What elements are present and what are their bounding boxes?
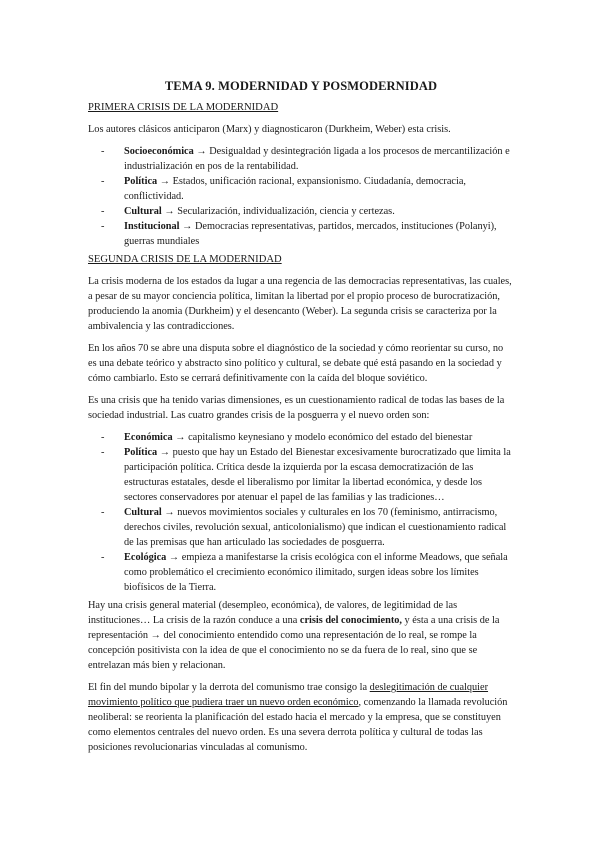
- list-item-text: → empieza a manifestarse la crisis ecológica con el informe Meadows, que señala como problemático el crecimiento económico ilimitado, surgen ideas sobre los límites biofísicos de la Tierra.: [124, 552, 508, 593]
- list-item-term: Ecológica: [124, 552, 167, 563]
- list-item-text: → Democracias representativas, partidos, mercados, instituciones (Polanyi), guerras mundiales: [124, 221, 497, 247]
- paragraph: Es una crisis que ha tenido varias dimensiones, es un cuestionamiento radical de todas las bases de la sociedad industrial. Las cuatro grandes crisis de la posguerra y el nuevo orden son:: [88, 395, 505, 421]
- list-item: - Institucional → Democracias representativas, partidos, mercados, instituciones (Polanyi), guerras mundiales: [101, 221, 497, 247]
- emphasis-crisis-conocimiento: crisis del conocimiento,: [299, 615, 402, 626]
- list-item-text: → capitalismo keynesiano y modelo económico del estado del bienestar: [172, 432, 473, 443]
- list-item: - Política → Estados, unificación racional, expansionismo. Ciudadanía, democracia, conflictividad.: [101, 176, 466, 202]
- document-title: TEMA 9. MODERNIDAD Y POSMODERNIDAD: [164, 79, 438, 93]
- list-item-term: Política: [124, 176, 158, 187]
- underlined-phrase: deslegitimación de cualquier movimiento político que pudiera traer un nuevo orden económico: [88, 682, 489, 708]
- section-heading-segunda-crisis: SEGUNDA CRISIS DE LA MODERNIDAD: [88, 254, 282, 265]
- list-item: - Económica → capitalismo keynesiano y modelo económico del estado del bienestar: [101, 432, 473, 443]
- list-item: - Socioeconómica → Desigualdad y desintegración ligada a los procesos de mercantilización e industrialización en pos de la rentabilidad.: [101, 146, 510, 172]
- document-page: [88, 78, 514, 762]
- list-item-term: Política: [124, 447, 158, 458]
- list-item-term: Socioeconómica: [124, 146, 194, 157]
- list-item-term: Institucional: [124, 221, 180, 232]
- paragraph: Hay una crisis general material (desempleo, económica), de valores, de legitimidad de las instituciones… La crisis de la razón conduce a una crisis del conocimiento, y ésta a una crisis de la representación → del conocimiento entendido como una representación de lo real, se rompe la concepción positivista con la idea de que el conocimiento no se da fuera de lo real, sino que se entrelazan más bien y relacionan.: [88, 600, 500, 671]
- list-item: - Cultural → Secularización, individualización, ciencia y certezas.: [101, 206, 395, 217]
- section-heading-primera-crisis: PRIMERA CRISIS DE LA MODERNIDAD: [88, 102, 279, 113]
- paragraph: El fin del mundo bipolar y la derrota del comunismo trae consigo la deslegitimación de cualquier movimiento político que pudiera traer un nuevo orden económico, comenzando la llamada revolución neoliberal: se reorienta la planificación del estado hacia el mercado y la empresa, que se constituyen como elementos centrales del nuevo orden. Es una severa derrota política y cultural de todas las posiciones revolucionarias vinculadas al comunismo.: [88, 682, 508, 753]
- list-item-term: Cultural: [124, 507, 162, 518]
- section1-intro: Los autores clásicos anticiparon (Marx) y diagnosticaron (Durkheim, Weber) esta crisis.: [88, 124, 451, 135]
- paragraph: En los años 70 se abre una disputa sobre el diagnóstico de la sociedad y cómo reorientar su curso, no es una debate teórico y abstracto sino político y cultural, se debate qué está pasando en la sociedad y cómo cambiarlo. Esto se cerrará definitivamente con la caída del bloque soviético.: [88, 343, 504, 384]
- list-item-text: → Desigualdad y desintegración ligada a los procesos de mercantilización e industrialización en pos de la rentabilidad.: [124, 146, 510, 172]
- section1-list: [88, 144, 514, 249]
- list-item-term: Cultural: [124, 206, 162, 217]
- list-item-text: → nuevos movimientos sociales y culturales en los 70 (feminismo, antirracismo, derechos civiles, revolución sexual, anticolonialismo) que indican el cuestionamiento radical de las premisas que han articulado las sociedades de posguerra.: [124, 507, 507, 548]
- list-item-text: → Secularización, individualización, ciencia y certezas.: [161, 206, 395, 217]
- list-item-text: → puesto que hay un Estado del Bienestar excesivamente burocratizado que limita la participación política. Crítica desde la izquierda por la escasa democratización de las estructuras estatales, desde el liberalismo por limitar la libertad económica, y desde los sectores conservadores por atenuar el papel de las familias y las tradiciones…: [124, 447, 511, 503]
- section2-list: [88, 430, 514, 595]
- paragraph: La crisis moderna de los estados da lugar a una regencia de las democracias representativas, las cuales, a pesar de su mayor conciencia política, limitan la libertad por el propio proceso de burocratización, produciendo la anomia (Durkheim) y el desencanto (Weber). La segunda crisis se caracteriza por la ambivalencia y las contradicciones.: [88, 276, 512, 332]
- list-item-term: Económica: [124, 432, 173, 443]
- list-item: - Política → puesto que hay un Estado del Bienestar excesivamente burocratizado que limita la participación política. Crítica desde la izquierda por la escasa democratización de las estructuras estatales, desde el liberalismo por limitar la libertad económica, y desde los sectores conservadores por atenuar el papel de las familias y las tradiciones…: [101, 447, 511, 503]
- list-item-text: → Estados, unificación racional, expansionismo. Ciudadanía, democracia, conflictividad.: [124, 176, 466, 202]
- list-item: - Cultural → nuevos movimientos sociales y culturales en los 70 (feminismo, antirracismo, derechos civiles, revolución sexual, anticolonialismo) que indican el cuestionamiento radical de las premisas que han articulado las sociedades de posguerra.: [101, 507, 507, 548]
- list-item: - Ecológica → empieza a manifestarse la crisis ecológica con el informe Meadows, que señala como problemático el crecimiento económico ilimitado, surgen ideas sobre los límites biofísicos de la Tierra.: [101, 552, 508, 593]
